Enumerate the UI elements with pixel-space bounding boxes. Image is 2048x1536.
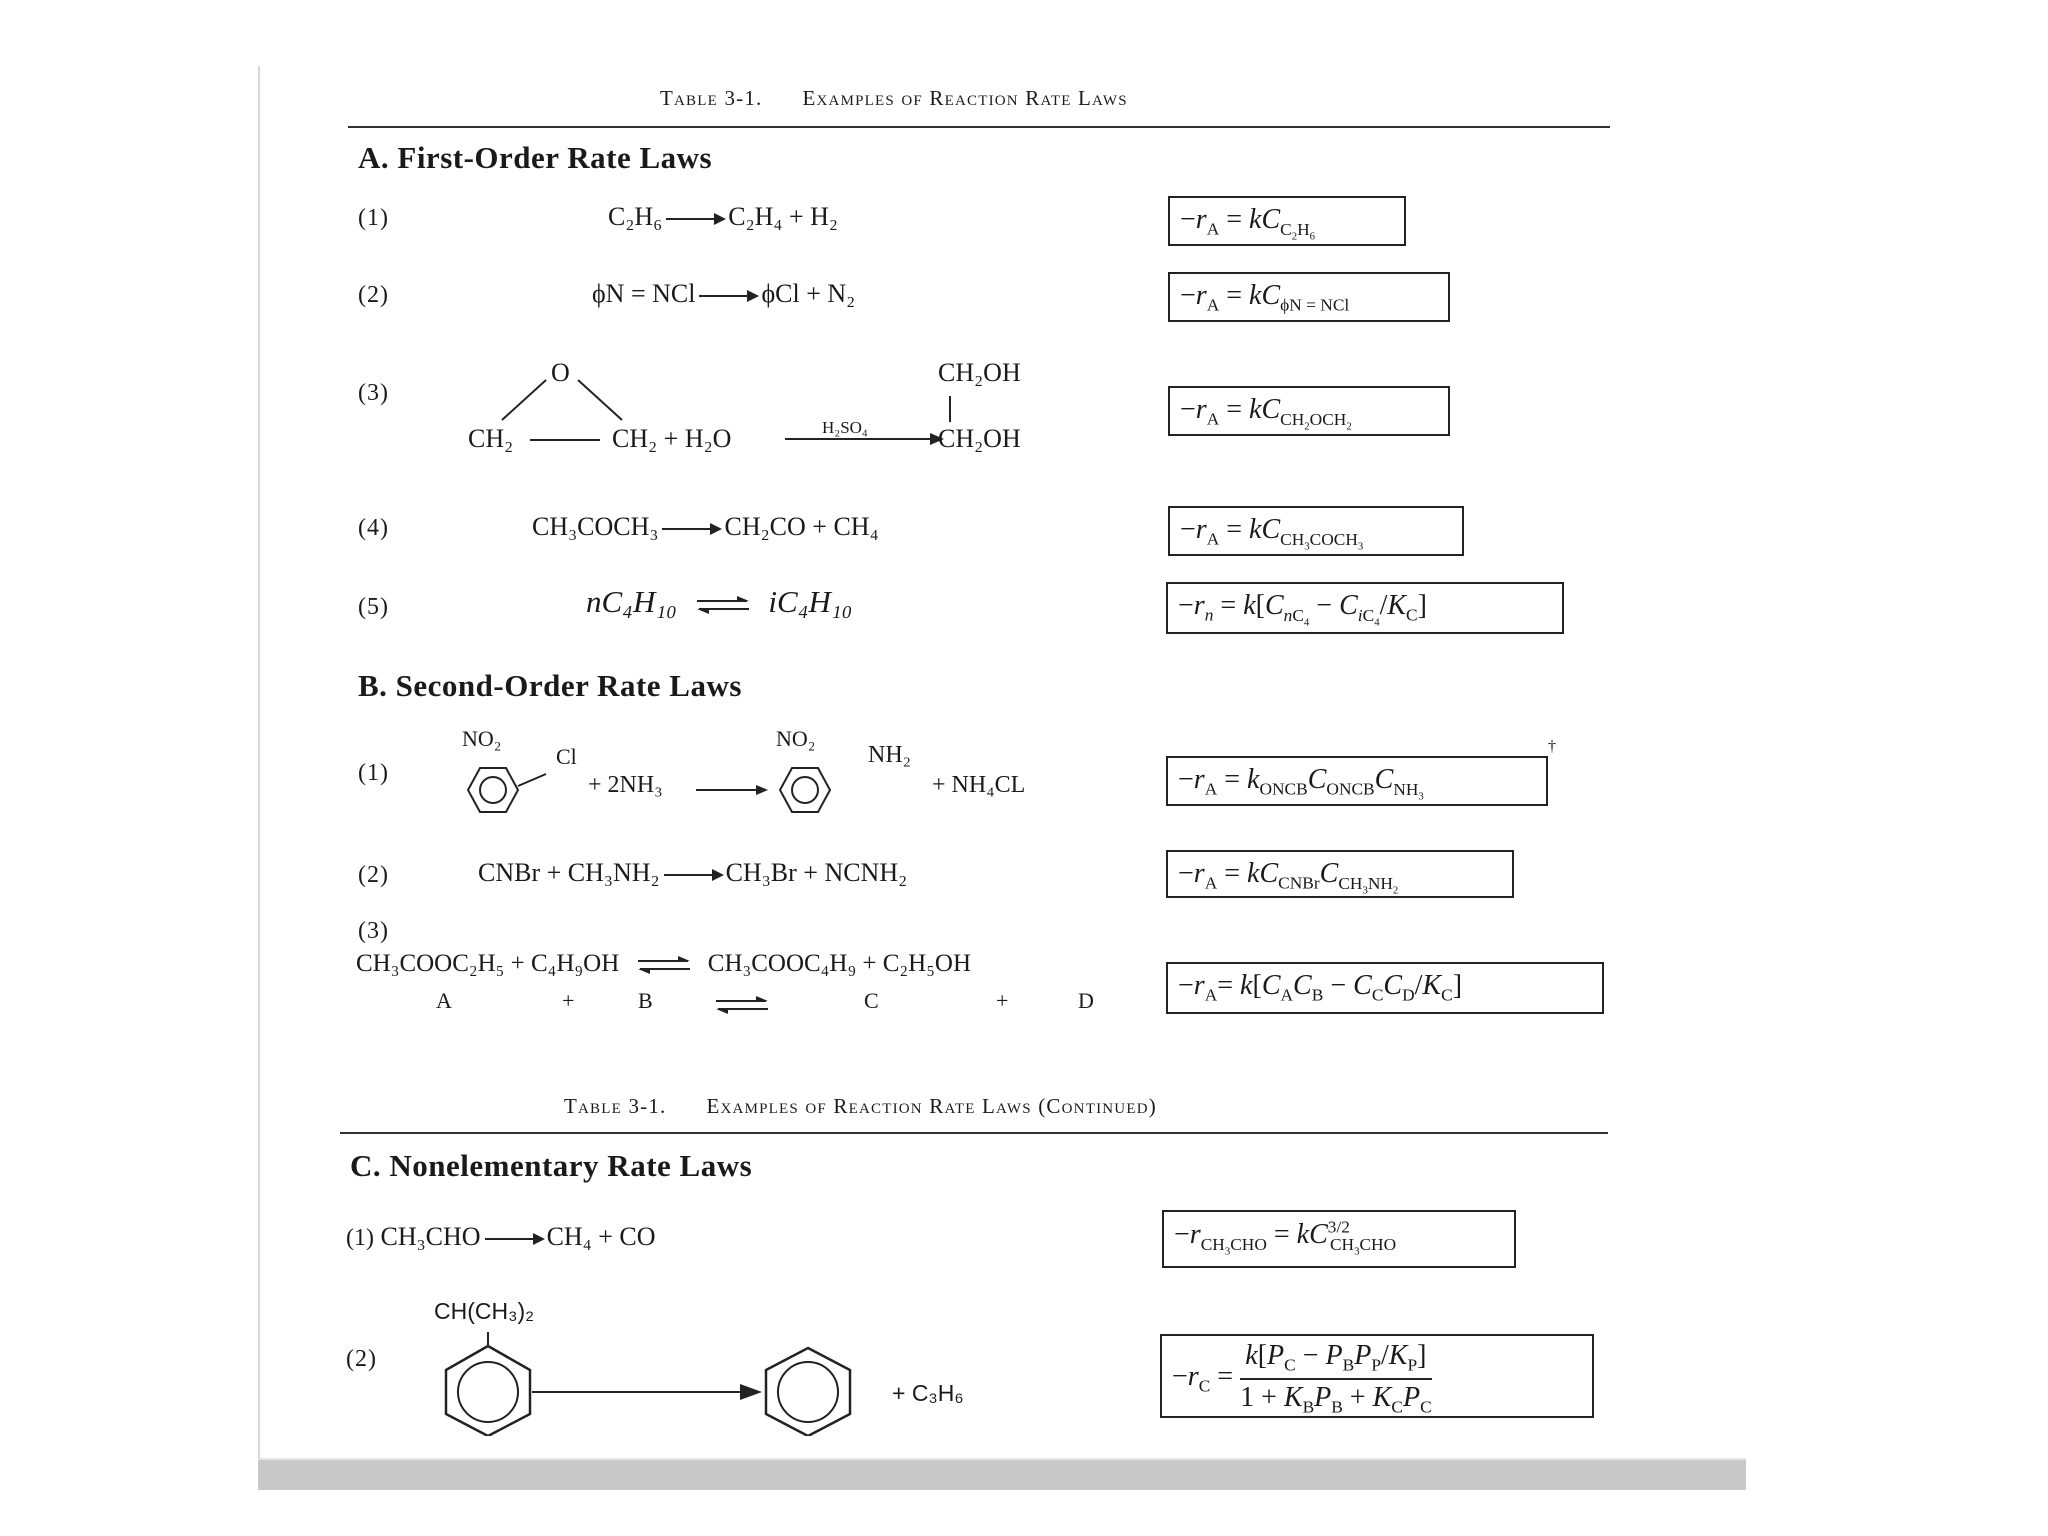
cumene-cracking-structure xyxy=(436,1332,876,1436)
arrow-icon xyxy=(485,1238,543,1240)
horizontal-scrollbar[interactable] xyxy=(258,1458,1746,1490)
rate-law-a4 xyxy=(1168,506,1464,556)
section-b-heading: B. Second-Order Rate Laws xyxy=(358,668,742,703)
fraction: $\frac{k[P_C - P_BP_P/K_P]}{1 + K_BP_B + K_CP_C}$ xyxy=(1240,1340,1432,1417)
reaction-c1 xyxy=(346,1222,656,1252)
species-d: D xyxy=(1078,988,1094,1013)
product-bottom: CH₂OH xyxy=(938,424,1021,453)
row-label: (3) xyxy=(358,918,389,944)
rate-law-text: $-r_n = k[C_{nC_4} - C_{iC_4}/K_C]$ xyxy=(1178,590,1427,629)
table-title: Examples of Reaction Rate Laws xyxy=(802,86,1128,110)
product: CH₂CO + CH₄ xyxy=(724,512,879,541)
nitro-group-a: NO₂ xyxy=(462,726,502,751)
ammonia-term: + 2NH₃ xyxy=(588,772,663,798)
reaction-a1 xyxy=(608,202,838,232)
rate-law-a3 xyxy=(1168,386,1450,436)
rate-law-text: $-r_A = kC_{CH_3COCH_3}$ xyxy=(1180,514,1364,553)
arrow-icon xyxy=(699,295,757,297)
rate-law-b3 xyxy=(1166,962,1604,1014)
reactant: CH₃COCH₃ xyxy=(532,512,659,541)
product: CH₃Br + NCNH₂ xyxy=(725,858,908,887)
table-number: Table 3-1. xyxy=(660,86,763,110)
rate-law-text: $-r_A = k_{ONCB}C_{ONCB}C_{NH_3}$ xyxy=(1178,764,1424,803)
reaction-b3 xyxy=(356,950,971,978)
section-a-heading: A. First-Order Rate Laws xyxy=(358,140,713,175)
isopropyl-group: CH(CH₃)₂ xyxy=(434,1298,535,1324)
plus-sign: + xyxy=(562,988,575,1013)
rate-law-a1 xyxy=(1168,196,1406,246)
ammonium-chloride-term: + NH₄CL xyxy=(932,772,1026,798)
equilibrium-arrow-icon xyxy=(636,956,692,974)
product-top: CH₂OH xyxy=(938,358,1021,387)
rate-law-c2 xyxy=(1160,1334,1594,1418)
product: CH₄ + CO xyxy=(546,1222,656,1251)
rate-law-text: $-r_A = kC_{CNBr}C_{CH_3NH_2}$ xyxy=(1178,858,1399,897)
rate-law-text: $-r_A = kC_{C_2H_6}$ xyxy=(1180,204,1316,243)
reactant: CNBr + CH₃NH₂ xyxy=(478,858,660,887)
rate-law-text: $-r_A= k[C_AC_B - C_CC_D/K_C]$ xyxy=(1178,970,1463,1005)
reaction-a5 xyxy=(586,584,852,620)
rate-law-text: $-r_C$ = $\frac{k[P_C - P_BP_P/K_P]}{1 + K_BP_B + K_CP_C}$ xyxy=(1172,1340,1432,1417)
nitro-group-b: NO₂ xyxy=(776,726,816,751)
species-c: C xyxy=(864,988,879,1013)
row-label: (1) xyxy=(358,205,389,231)
caption-rule xyxy=(340,1132,1608,1134)
chloro-group: Cl xyxy=(556,744,577,769)
product: iC₄H₁₀ xyxy=(768,584,853,619)
amine-group: NH₂ xyxy=(868,742,912,768)
product: C₂H₄ + H₂ xyxy=(728,202,839,231)
arrow-icon xyxy=(666,218,724,220)
table-title: Examples of Reaction Rate Laws (Continued) xyxy=(706,1094,1157,1118)
reactant: C₂H₆ xyxy=(608,202,663,231)
species-b: B xyxy=(638,988,653,1013)
plus-sign: + xyxy=(996,988,1009,1013)
table-caption-continued xyxy=(564,1094,1157,1119)
row-label: (1) xyxy=(358,760,389,786)
reactant: nC₄H₁₀ xyxy=(586,584,677,619)
caption-rule xyxy=(348,126,1610,128)
rate-law-a5 xyxy=(1166,582,1564,634)
catalyst-label: H₂SO₄ xyxy=(822,418,868,437)
row-label: (3) xyxy=(358,380,389,406)
rate-law-text: $-r_A = kC_{\phi N = NCl}$ xyxy=(1180,280,1350,315)
row-label: (1) xyxy=(346,1225,374,1251)
row-label: (2) xyxy=(346,1346,377,1372)
ch2-left: CH₂ xyxy=(468,424,514,453)
table-number: Table 3-1. xyxy=(564,1094,667,1118)
reaction-b2 xyxy=(478,858,907,888)
oxygen-atom: O xyxy=(551,358,570,387)
table-caption xyxy=(660,86,1128,111)
reaction-a4 xyxy=(532,512,879,542)
rate-law-c1 xyxy=(1162,1210,1516,1268)
equilibrium-arrow-icon xyxy=(695,596,751,614)
page-left-edge xyxy=(258,66,260,1458)
arrow-icon xyxy=(662,528,720,530)
species-a: A xyxy=(436,988,452,1013)
product: ϕCl + N₂ xyxy=(761,279,856,308)
reactant: CH₃COOC₂H₅ + C₄H₉OH xyxy=(356,950,620,977)
footnote-dagger: † xyxy=(1548,738,1556,755)
reactant: CH₃CHO xyxy=(380,1222,481,1251)
product: CH₃COOC₄H₉ + C₂H₅OH xyxy=(707,950,972,977)
propylene-term: + C₃H₆ xyxy=(892,1380,964,1406)
rate-law-a2 xyxy=(1168,272,1450,322)
row-label: (2) xyxy=(358,862,389,888)
rate-law-text: $-r_{CH_3CHO} = kC^{3/2}_{CH_3CHO}$ xyxy=(1174,1218,1397,1258)
row-label: (4) xyxy=(358,515,389,541)
ch2-water: CH₂ + H₂O xyxy=(612,424,732,453)
rate-law-b1 xyxy=(1166,756,1548,806)
equilibrium-arrow-icon xyxy=(714,996,770,1014)
reactant: ϕN = NCl xyxy=(592,279,696,308)
row-label: (2) xyxy=(358,282,389,308)
section-c-heading: C. Nonelementary Rate Laws xyxy=(350,1148,753,1183)
reaction-a2 xyxy=(592,279,855,309)
row-label: (5) xyxy=(358,594,389,620)
rate-law-b2 xyxy=(1166,850,1514,898)
arrow-icon xyxy=(664,874,722,876)
rate-law-text: $-r_A = kC_{CH_2OCH_2}$ xyxy=(1180,394,1352,433)
